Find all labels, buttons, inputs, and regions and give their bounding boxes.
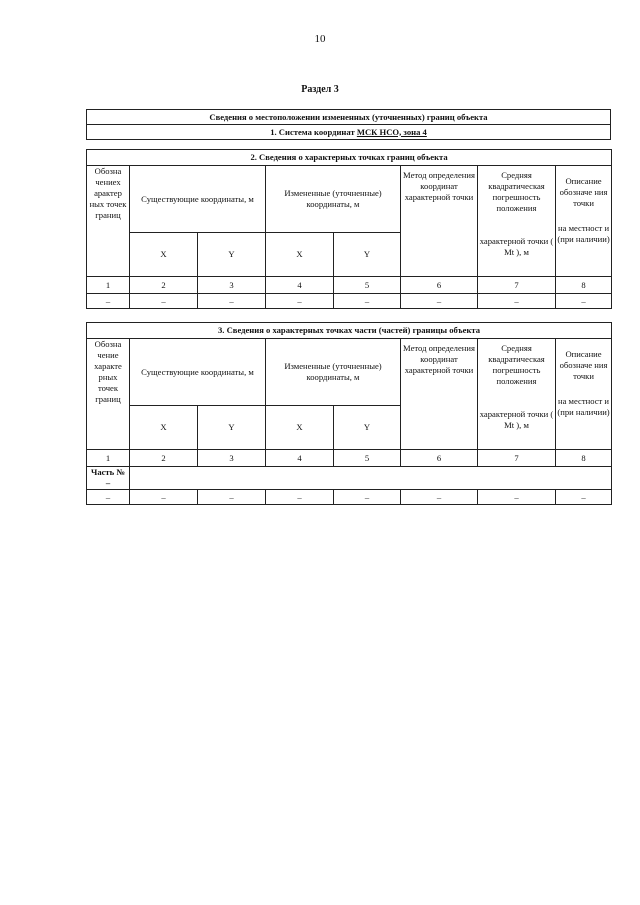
existing-y: Y [198,406,266,450]
col-designation: Обозна чение характе рных точек границ [87,339,130,450]
col-number: 4 [266,450,334,467]
part-row-empty [130,467,612,490]
table-cell: – [130,294,198,309]
table-cell: – [478,490,556,505]
col-error [478,339,556,450]
table-cell: – [478,294,556,309]
table-cell: – [334,490,401,505]
col-method: Метод определения координат характерной точки [401,166,478,277]
col-designation: Обозна чениех арактер ных точек границ [87,166,130,277]
part-row [87,467,612,490]
table-cell: – [198,294,266,309]
col-number: 7 [478,277,556,294]
part-points-table-title: 3. Сведения о характерных точках части (частей) границы объекта [87,323,612,339]
location-table [86,109,611,140]
col-number: 1 [87,450,130,467]
col-existing: Существующие координаты, м [130,166,266,233]
col-error-bottom: характерной точки ( Mt ), м [479,409,554,430]
coordinate-system [87,125,611,140]
col-number: 5 [334,277,401,294]
changed-y: Y [334,406,401,450]
location-title: Сведения о местоположении измененных (уточненных) границ объекта [87,110,611,125]
col-number: 2 [130,450,198,467]
table-cell: – [87,294,130,309]
col-number: 8 [556,450,612,467]
col-number: 1 [87,277,130,294]
col-method: Метод определения координат характерной точки [401,339,478,450]
col-error [478,166,556,277]
col-desc [556,166,612,277]
changed-x: X [266,406,334,450]
col-number: 3 [198,277,266,294]
column-numbers-row [87,277,612,294]
table-cell: – [130,490,198,505]
section-title: Раздел 3 [301,84,339,95]
col-error-bottom: характерной точки ( Mt ), м [479,236,554,257]
table-cell: – [198,490,266,505]
column-numbers-row [87,450,612,467]
table-row [87,490,612,505]
col-changed: Измененные (уточненные) координаты, м [266,339,401,406]
changed-y: Y [334,233,401,277]
page-number: 10 [314,33,326,45]
col-number: 6 [401,450,478,467]
table-cell: – [266,294,334,309]
table-cell: – [401,490,478,505]
points-table-title: 2. Сведения о характерных точках границ объекта [87,150,612,166]
existing-y: Y [198,233,266,277]
table-cell: – [266,490,334,505]
col-number: 5 [334,450,401,467]
col-desc-bottom: на местност и (при наличии) [557,396,610,417]
col-number: 7 [478,450,556,467]
table-cell: – [87,490,130,505]
col-existing: Существующие координаты, м [130,339,266,406]
col-number: 3 [198,450,266,467]
col-number: 8 [556,277,612,294]
col-changed: Измененные (уточненные) координаты, м [266,166,401,233]
col-desc-top: Описание обозначе ния точки [559,176,608,208]
col-desc-top: Описание обозначе ния точки [559,349,608,381]
col-number: 4 [266,277,334,294]
table-cell: – [556,294,612,309]
table-row [87,294,612,309]
existing-x: X [130,406,198,450]
table-cell: – [401,294,478,309]
col-error-top: Средняя квадратическая погрешность положения [488,343,545,386]
col-desc [556,339,612,450]
col-number: 2 [130,277,198,294]
col-error-top: Средняя квадратическая погрешность положения [488,170,545,213]
part-points-table [86,322,612,505]
coordinate-system-value: МСК НСО, зона 4 [356,126,427,137]
points-table [86,149,612,309]
part-label: Часть № – [87,467,130,490]
col-number: 6 [401,277,478,294]
col-desc-bottom: на местност и (при наличии) [557,223,610,244]
coordinate-system-prefix: 1. Система координат [270,126,355,137]
table-cell: – [334,294,401,309]
changed-x: X [266,233,334,277]
table-cell: – [556,490,612,505]
existing-x: X [130,233,198,277]
